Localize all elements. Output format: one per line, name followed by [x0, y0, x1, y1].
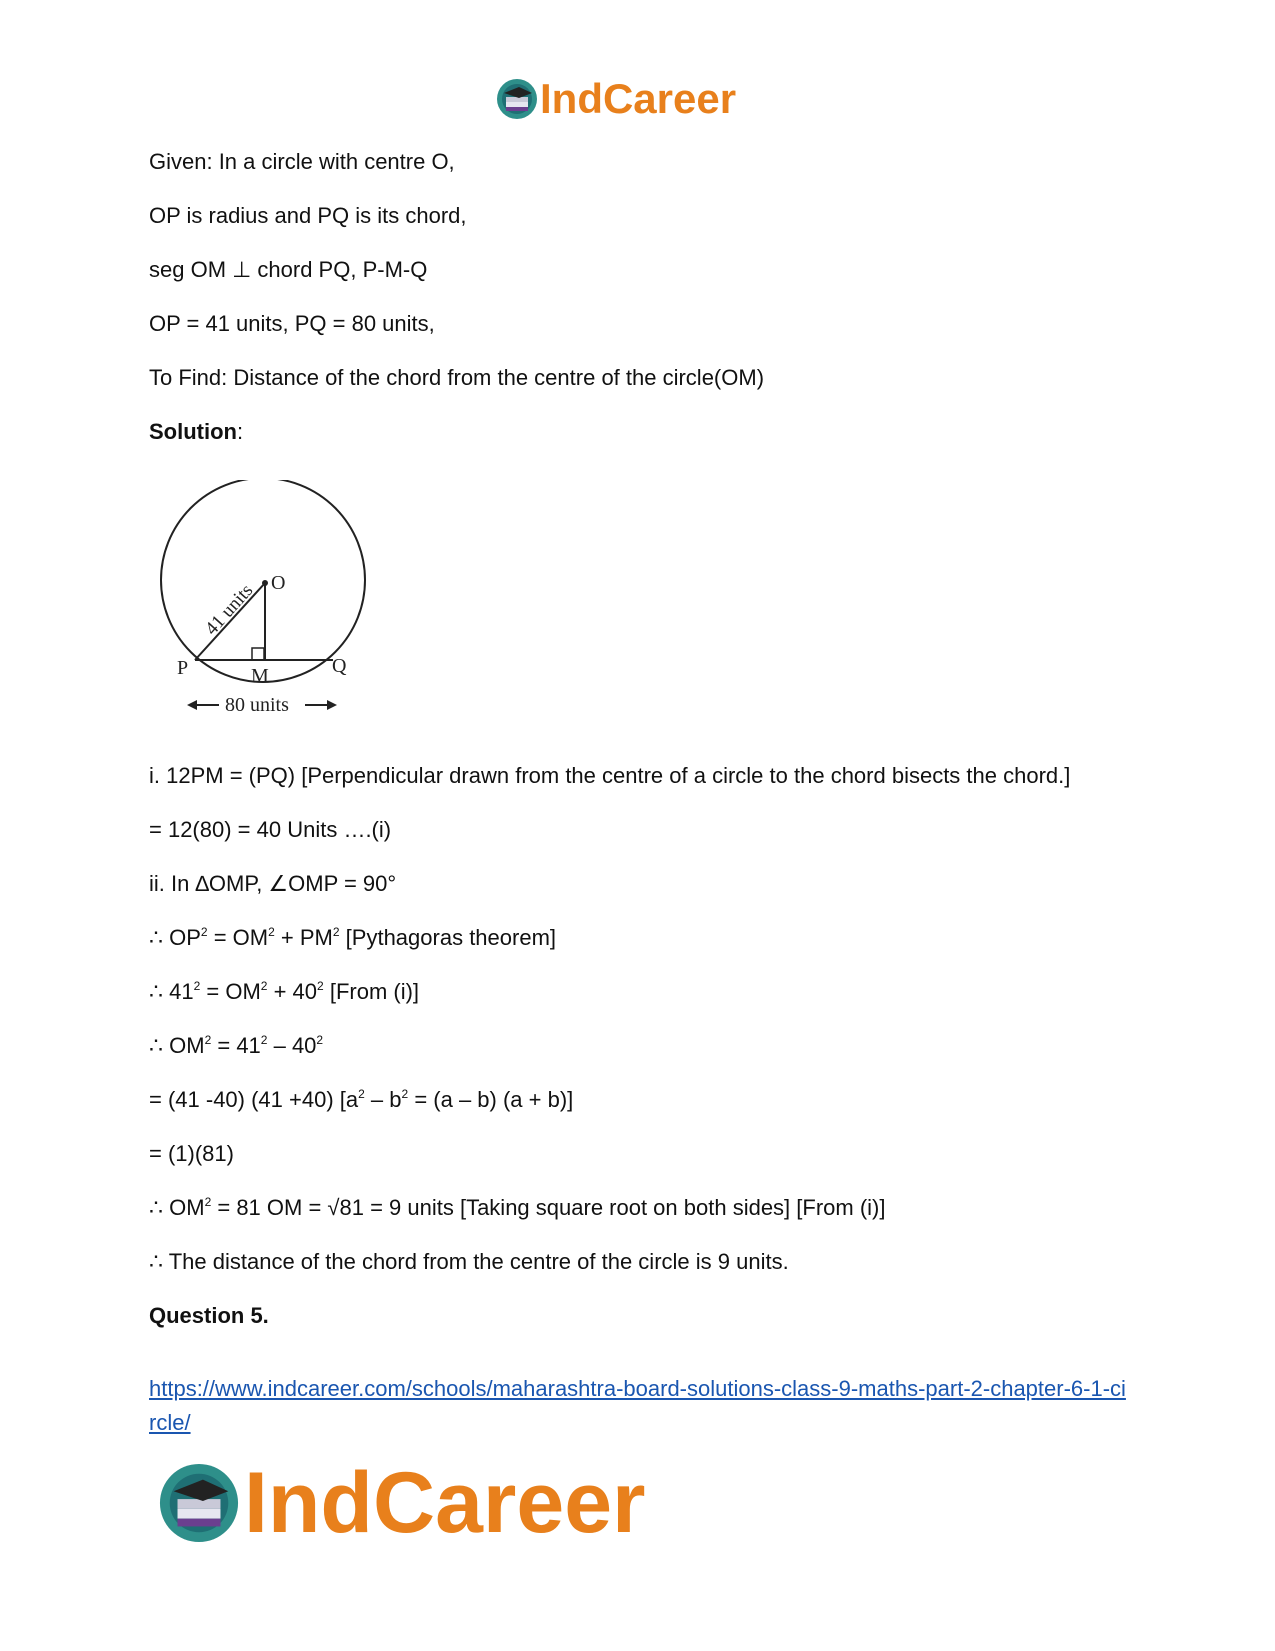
step-i-b: = 12(80) = 40 Units ….(i): [149, 817, 392, 842]
solution-heading: [149, 419, 243, 445]
equation-product: = (1)(81): [149, 1141, 234, 1166]
label-q: Q: [332, 655, 347, 677]
step-i: i. 12PM = (PQ) [Perpendicular drawn from the centre of a circle to the chord bisects the chord.]: [149, 763, 1071, 788]
label-m: M: [251, 665, 269, 687]
label-chord: 80 units: [225, 694, 289, 716]
graduation-cap-books-icon: [158, 1462, 240, 1544]
equation-root: ∴ $OM^2 = 81$ OM = √81 = 9 units [Taking square root on both sides] [From (i)]: [149, 1195, 886, 1220]
indcareer-logo-bottom: [158, 1455, 646, 1551]
label-o: O: [271, 572, 286, 594]
label-p: P: [177, 657, 189, 679]
equation-substitute: ∴ $41^2 = OM^2 + 40^2$ [From (i)]: [149, 979, 420, 1004]
equation-pythagoras: ∴ $OP^2 = OM^2 + PM^2$ [Pythagoras theorem]: [149, 925, 557, 950]
equation-om-squared: ∴ $OM^2 = 41^2 - 40^2$: [149, 1033, 324, 1058]
next-question-heading: Question 5.: [149, 1303, 269, 1328]
centre-dot: [262, 580, 268, 586]
label-radius: 41 units: [201, 580, 258, 640]
arrow-left-head: [187, 700, 197, 710]
conclusion-line: ∴ The distance of the chord from the centre of the circle is 9 units.: [149, 1249, 789, 1274]
indcareer-logo-top: [496, 75, 737, 122]
logo-text: IndCareer: [540, 75, 737, 122]
step-ii: ii. In ∆OMP, ∠OMP = 90°: [149, 871, 397, 896]
solution-colon: :: [236, 419, 244, 444]
source-link[interactable]: https://www.indcareer.com/schools/maharashtra-board-solutions-class-9-maths-part-2-chapter-6-1-circle/: [149, 1376, 1126, 1435]
right-angle-mark: [252, 648, 264, 660]
given-line: Given: In a circle with centre O,: [149, 149, 455, 174]
perpendicular-line: seg OM ⊥ chord PQ, P-M-Q: [149, 257, 428, 282]
logo-text: IndCareer: [244, 1455, 646, 1551]
equation-difference-squares: = (41 -40) (41 +40) $[a^2 - b^2 = (a - b) (a + b)]$: [149, 1087, 574, 1112]
to-find-line: To Find: Distance of the chord from the centre of the circle(OM): [149, 365, 765, 390]
measurements-line: OP = 41 units, PQ = 80 units,: [149, 311, 435, 336]
arrow-right-head: [327, 700, 337, 710]
graduation-cap-books-icon: [496, 78, 538, 120]
radius-chord-line: OP is radius and PQ is its chord,: [149, 203, 467, 228]
solution-label: Solution: [149, 419, 237, 444]
circle-chord-diagram: [155, 480, 380, 730]
